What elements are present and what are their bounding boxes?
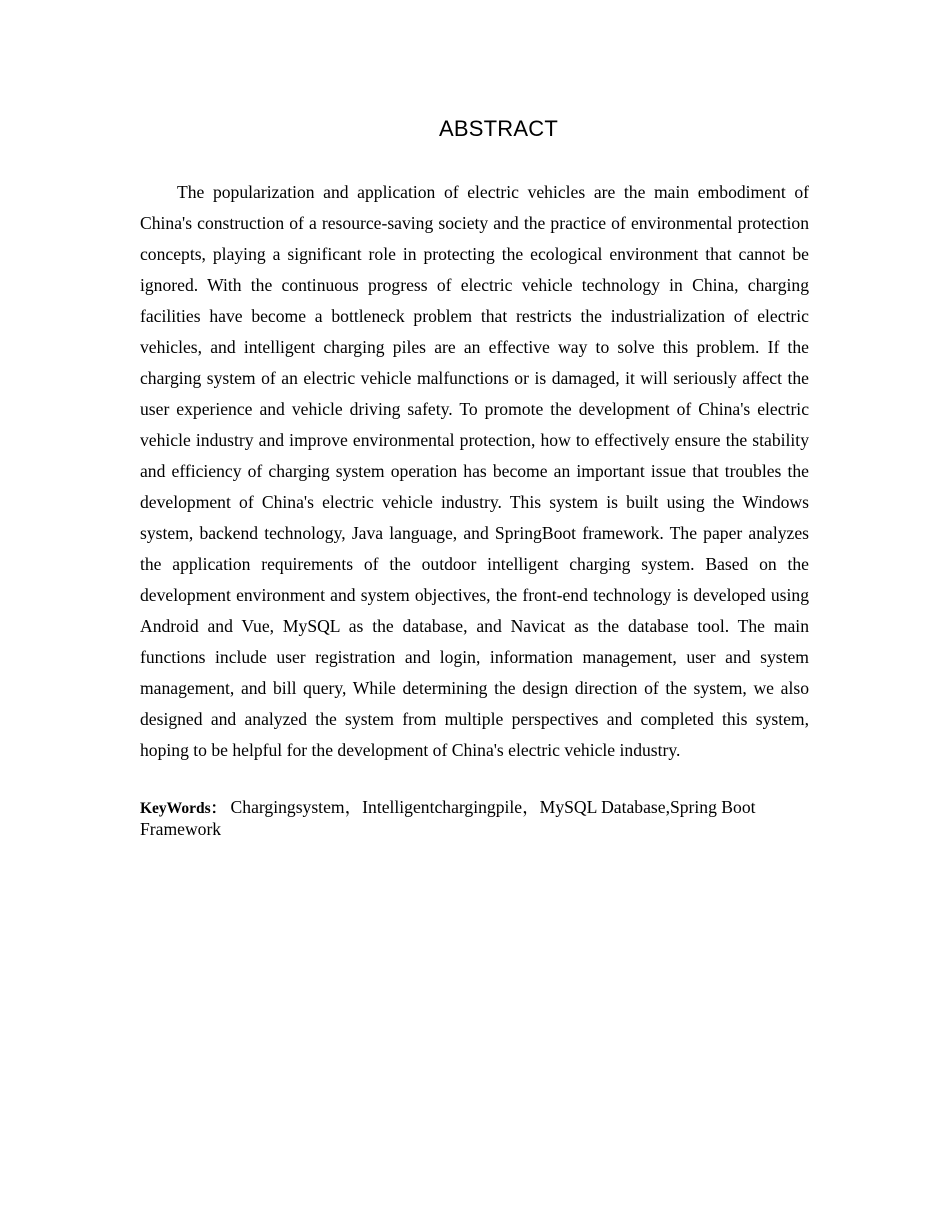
keywords-label: KeyWords： [140,800,227,817]
abstract-paragraph: The popularization and application of electric vehicles are the main embodiment of China's construction of a resource-saving society and the practice of environmental protection concepts, playing a significant role in protecting the ecological environment that cannot be ignored. With the continuous progress of electric vehicle technology in China, charging facilities have become a bottleneck problem that restricts the industrialization of electric vehicles, and intelligent charging piles are an effective way to solve this problem. If the charging system of an electric vehicle malfunctions or is damaged, it will seriously affect the user experience and vehicle driving safety. To promote the development of China's electric vehicle industry and improve environmental protection, how to effectively ensure the stability and efficiency of charging system operation has become an important issue that troubles the development of China's electric vehicle industry. This system is built using the Windows system, backend technology, Java language, and SpringBoot framework. The paper analyzes the application requirements of the outdoor intelligent charging system. Based on the development environment and system objectives, the front-end technology is developed using Android and Vue, MySQL as the database, and Navicat as the database tool. The main functions include user registration and login, information management, user and system management, and bill query, While determining the design direction of the system, we also designed and analyzed the system from multiple perspectives and completed this system, hoping to be helpful for the development of China's electric vehicle industry. [140,182,809,760]
keywords-text: Chargingsystem，Intelligentchargingpile，MySQL Database,Spring Boot Framework [140,797,756,839]
abstract-title: ABSTRACT [439,116,558,141]
keywords-line [140,797,809,840]
